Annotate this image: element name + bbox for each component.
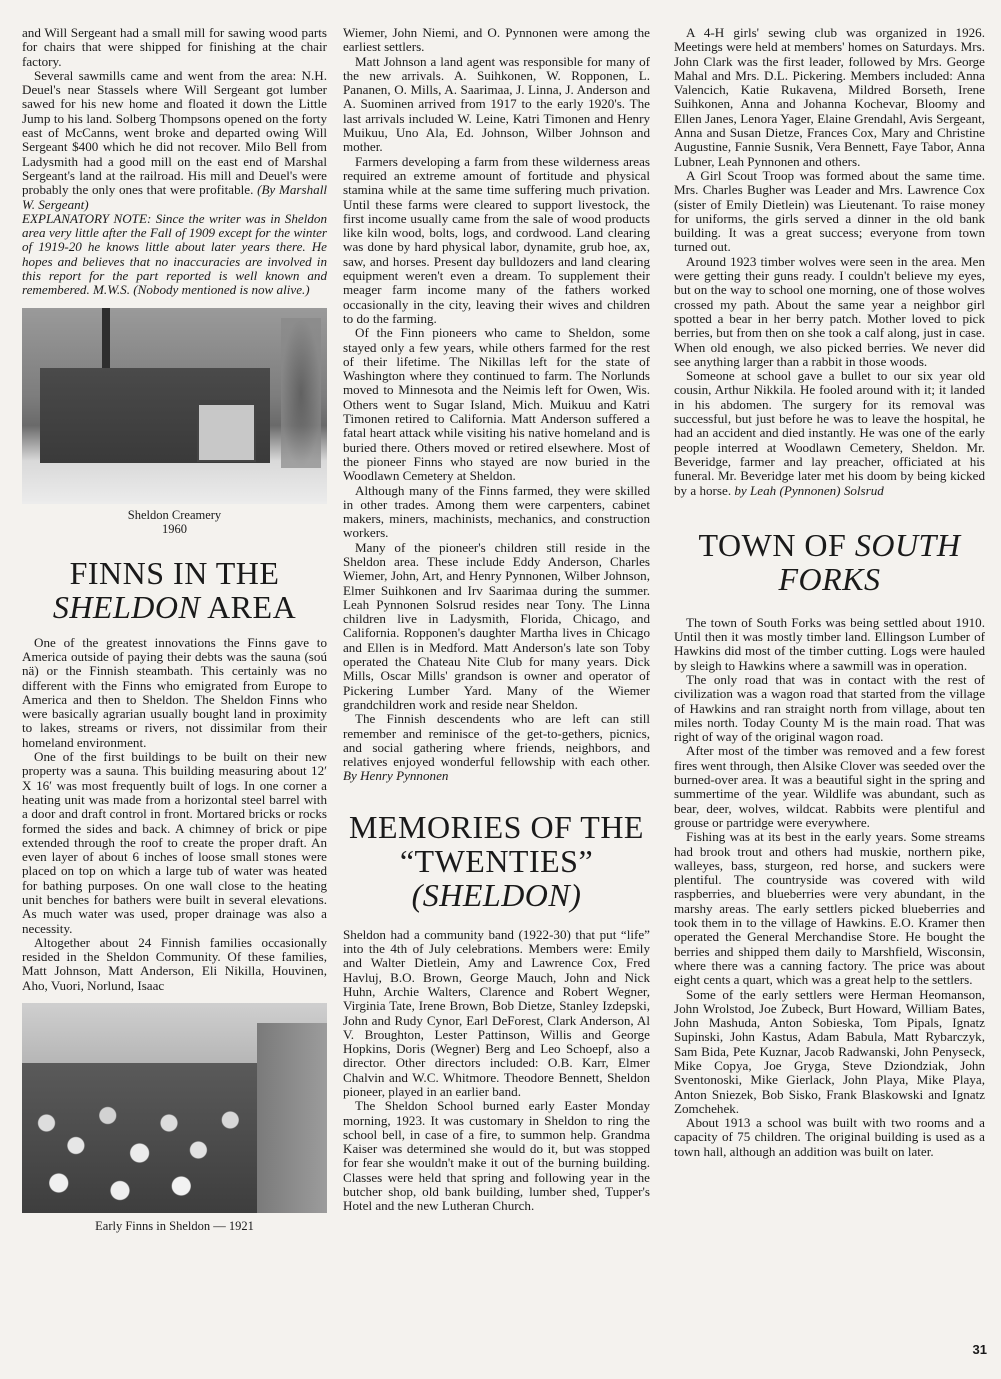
explanatory-note: EXPLANATORY NOTE: Since the writer was in Sheldon area very little after the Fall of 1909 except for the winter of 1919-20 he knows little about later years there. He hopes and believes that no inaccuracies are involved in this report for the part reported is well known and remembered. M.W.S. (Nobody mentioned is now alive.) xyxy=(22,210,327,298)
column-right xyxy=(674,26,985,1159)
paragraph: Many of the pioneer's children still reside in the Sheldon area. These include Eddy Anderson, Charles Wiemer, John, Art, and Henry Pynnonen, Wilber Johnson, Elmer Suihkonen and Irv Saarimaa during the summer. Leah Pynnonen Solsrud resides near Tony. The Linna children live in Ladysmith, Florida, Chicago, and California. Ropponen's daughter Martha lives in Chicago and Ellen is in Medford. Matt Anderson's late son Toby operated the Chateau Nite Club for many years. Dick Mills, Oscar Mills' grandson is owner and operator of Pickering Lumber Yard. Many of the Wiemer grandchildren work and reside near Sheldon. xyxy=(343,539,650,712)
caption-line: Sheldon Creamery xyxy=(127,507,222,522)
photo-caption: Early Finns in Sheldon — 1921 xyxy=(95,1219,254,1234)
paragraph-text: The Finnish descendents who are left can still remember and reminisce of the get-to-gethers, picnics, and social gathering where friends, neighbors, and relatives enjoyed wonderful fellowship with each other. xyxy=(343,711,650,770)
paragraph: One of the first buildings to be built on their new property was a sauna. This building measuring about 12′ X 16′ was most frequently built of logs. In one corner a heating unit was made from a horizontal steel barrel with a door and draft control in front. Mortared bricks or rocks formed the sides and back. A chimney of brick or pipe extended through the roof to create the proper draft. An even layer of about 6 inches of loose small stones were placed on top on which a large tub of water was heated for bathing purposes. On one wall close to the heating unit benches for bathers were built in several elevations. As much water was used, proper drainage was also a necessity. xyxy=(22,749,327,936)
headline-rest: AREA xyxy=(200,588,297,625)
paragraph-text: Several sawmills came and went from the area: N.H. Deuel's near Stassels where Will Sergeant got lumber sawed for his new home and floated it down the Little Jump to his land. Solberg Thompsons opened on the forty east of McCanns, went broke and departed owing Will Sergeant $400 which he did not recover. Milo Bell from Ladysmith had a good mill on the east end of Marshal Sergeant's land at the railroad. His mill and Deuel's were probably the only ones that were profitable. xyxy=(22,67,327,198)
paragraph: The Sheldon School burned early Easter Monday morning, 1923. It was customary in Sheldon to ring the school bell, in case of a fire, to summon help. Grandma Kaiser was determined she would do it, but was stopped for fear she wouldn't make it out of the burning building. Classes were held that spring and following year in the butcher shop, old bank building, lumber shed, Tupper's Hotel and the new Lutheran Church. xyxy=(343,1098,650,1214)
headline-italic: (SHELDON) xyxy=(411,876,582,913)
paragraph: Some of the early settlers were Herman Heomanson, John Wrolstod, Joe Zubeck, Burt Howard, William Bates, John Mashuda, Anton Sobieska, Tom Pipals, Ignatz Supinski, John Kastus, Adam Babula, Matt Rybarczyk, Sam Bida, Pete Kuznar, Jacob Radwanski, John Penyseck, Mike Copya, Joe Gryga, Steve Dziondziak, John Sventonoski, Mike Gierlack, John Playa, Mike Playa, Anton Sniezek, Bob Sisko, Frank Blaskowski and Ignatz Zomchehek. xyxy=(674,986,985,1116)
paragraph: Altogether about 24 Finnish families occasionally resided in the Sheldon Community. Of these families, Matt Johnson, Matt Anderson, Eli Nikilla, Houvinen, Aho, Vuori, Norlund, Isaac xyxy=(22,934,327,993)
caption-line: 1960 xyxy=(162,521,187,536)
paragraph: Although many of the Finns farmed, they were skilled in other trades. Among them were carpenters, cabinet makers, miners, machinists, mechanics, and construction workers. xyxy=(343,482,650,541)
paragraph: A Girl Scout Troop was formed about the same time. Mrs. Charles Bugher was Leader and Mrs. Lawrence Cox (sister of Emily Dietlein) was Lieutenant. To raise money for uniforms, the girls served a dinner in the old bank building. It was a great success; everyone from town turned out. xyxy=(674,167,985,255)
paragraph: Around 1923 timber wolves were seen in the area. Men were getting their guns ready. I couldn't believe my eyes, but on the way to school one morning, one of those wolves crossed my path. About the same year a neighbor girl spotted a bear in her berry patch. Mother loved to pick berries, but from then on she took a calf along, just in case. When old enough, we also picked berries. We never did see anything larger than a rabbit in those woods. xyxy=(674,253,985,369)
paragraph: Wiemer, John Niemi, and O. Pynnonen were among the earliest settlers. xyxy=(343,25,650,55)
headline-line: MEMORIES OF THE xyxy=(349,808,644,845)
headline-finns xyxy=(22,556,327,624)
column-left xyxy=(22,26,327,1233)
headline-memories xyxy=(343,810,650,912)
headline-italic: SHELDON xyxy=(52,588,201,625)
sheldon-creamery-photo xyxy=(22,308,327,504)
paragraph: Of the Finn pioneers who came to Sheldon, some stayed only a few years, while others farmed for the rest of their lifetime. The Nikillas left for the state of Washington where they continued to farm. The Norlunds moved to Minnesota and the Neimis left for Owen, Wis. Others went to Sugar Island, Mich. Muikuu and Katri Timonen retired to California. Matt Anderson suffered a fatal heart attack while visiting his native homeland and is buried there. Others moved or retired elsewhere. Most of the pioneer Finns who stayed are now buried in the Woodlawn Cemetery at Sheldon. xyxy=(343,325,650,484)
paragraph: One of the greatest innovations the Finns gave to America outside of paying their debts was the sauna (soú nä) or the Finnish steambath. This certainly was no different with the Finns who emigrated from Europe to America and then to Sheldon. The Sheldon Finns who were basically agrarian usually bought land in proximity to lakes, streams or rivers, not dissimilar from their homeland environment. xyxy=(22,634,327,750)
paragraph: and Will Sergeant had a small mill for sawing wood parts for chairs that were shipped for finishing at the chair factory. xyxy=(22,25,327,69)
byline: by Leah (Pynnonen) Solsrud xyxy=(734,482,884,498)
early-finns-photo xyxy=(22,1003,327,1213)
paragraph: The only road that was in contact with the rest of civilization was a wagon road that started from the village of Hawkins and ran straight north from village, about ten miles north. Today County M is the main road. That was right of way of the original wagon road. xyxy=(674,671,985,745)
paragraph xyxy=(22,69,327,212)
headline-italic: SOUTH xyxy=(854,526,961,563)
page-number: 31 xyxy=(972,1342,987,1357)
paragraph: Sheldon had a community band (1922-30) that put “life” into the 4th of July celebrations. Members were: Emily and Walter Dietlein, Amy and Lawrence Cox, Fred Havluj, B.O. Brown, George Mauch, John and Nick Huhn, Archie Walters, Clarence and Robert Wegner, Virginia Tate, Irene Brown, Bob Dietze, Stanley Izdepski, John and Rudy Cynor, Earl DeForest, Clark Anderson, Al V. Broughton, Lester Pattinson, Willis and George Hopkins, Doris (Wegner) Berg and Leo Schoepf, also a director. Other directors included: O.B. Karr, Elmer Chalvin and W.C. Whitmore. Theodore Bennett, Sheldon pioneer, played in an earlier band. xyxy=(343,926,650,1099)
byline: By Henry Pynnonen xyxy=(343,768,449,784)
paragraph: Fishing was at its best in the early years. Some streams had brook trout and others had muskie, northern pike, walleyes, bass, sturgeon, red horse, and suckers were plentiful. The countryside was covered with wild raspberries, and blueberries were very abundant, in the marshy areas. The early settlers picked blueberries and took them in to the village of Hawkins. E.O. Kramer then operated the General Merchandise Store. He bought the berries and shipped them daily to Marshfield, Wisconsin, where there was a canning factory. The price was about eight cents a quart, which was a great help to the settlers. xyxy=(674,829,985,988)
paragraph-text: Someone at school gave a bullet to our six year old cousin, Arthur Nikkila. He fooled around with it; it landed in his abdomen. The surgery for its removal was successful, but just before he was to leave the hospital, he had an accident and died instantly. He was one of the early people interred at Woodlawn Cemetery, Sheldon. Mr. Beveridge, farmer and lay preacher, officiated at his funeral. Mr. Beveridge later met his doom by being kicked by a horse. xyxy=(674,368,985,498)
photo-caption xyxy=(22,508,327,536)
paragraph xyxy=(674,369,985,498)
paragraph: Matt Johnson a land agent was responsible for many of the new arrivals. A. Suihkonen, W. Ropponen, L. Pananen, O. Mills, A. Saarimaa, J. Linna, J. Anderson and A. Suominen arrived from 1917 to the early 1920's. The last arrivals included W. Leine, Katri Timonen and Henry Muikuu, Uno Ala, Ed. Johnson, Wilber Johnson and mother. xyxy=(343,53,650,155)
paragraph: The town of South Forks was being settled about 1910. Until then it was mostly timber land. Ellingson Lumber of Hawkins did most of the timber cutting. Logs were hauled by sleigh to Hawkins where a sawmill was in operation. xyxy=(674,614,985,673)
paragraph: After most of the timber was removed and a few forest fires went through, then Alsike Clover was seeded over the burned-over area. It was a beautiful sight in the spring and summertime of the year. Wildlife was abundant, such as bear, deer, wolves, wildcat. Rabbits were plentiful and grouse or partridge were everywhere. xyxy=(674,743,985,830)
paragraph: About 1913 a school was built with two rooms and a capacity of 75 children. The original building is used as a town hall, although an addition was built on later. xyxy=(674,1115,985,1159)
byline: (By Marshall W. Sergeant) xyxy=(22,182,327,212)
headline-plain: TOWN OF xyxy=(698,526,855,563)
headline-line: “TWENTIES” xyxy=(399,842,594,879)
headline-italic: FORKS xyxy=(778,560,881,597)
column-middle xyxy=(343,26,650,1214)
headline-line: FINNS IN THE xyxy=(69,554,280,591)
paragraph: A 4-H girls' sewing club was organized in 1926. Meetings were held at members' homes on Saturdays. Mrs. John Clark was the first leader, followed by Mrs. George Mahal and Mrs. D.L. Pickering. Members included: Anna Valencich, Katie Rukavena, Mildred Borseth, Irene Suihkonen, Anna and Johanna Kochevar, Bloomy and Ellen Janes, Lenora Yager, Elaine Grendahl, Avis Sergeant, Anna and Susan Dietze, Frances Cox, Mary and Christine Augustine, Fannie Susnik, Vera Bennett, Faye Tabor, Anna Lubner, Leah Pynnonen and others. xyxy=(674,25,985,169)
headline-south-forks xyxy=(674,528,985,596)
paragraph xyxy=(343,712,650,783)
paragraph: Farmers developing a farm from these wilderness areas required an extreme amount of fortitude and physical stamina while at the same time suffering much privation. Until these farms were cleared to support livestock, the first income usually came from the sale of wood products like kiln wood, bolts, logs, and cordwood. Land clearing was done by hard physical labor, dynamite, grub hoe, ax, saw, and horses. Present day bulldozers and land clearing equipment weren't even a dream. To supplement their meager farm income many of the fathers worked occasionally in the city, leaving their wives and children to do the farming. xyxy=(343,153,650,326)
